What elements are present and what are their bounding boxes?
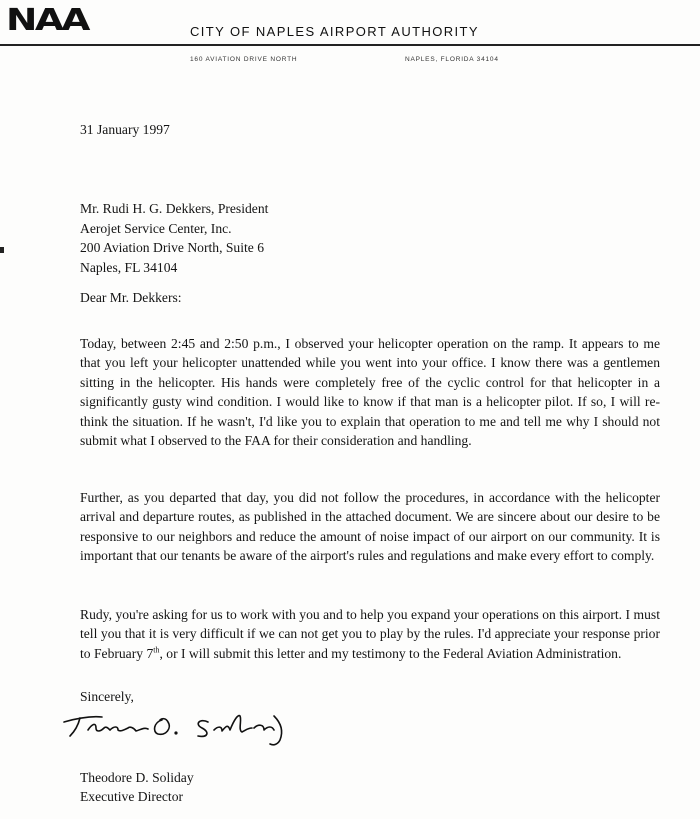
body-paragraph-2: Further, as you departed that day, you did not follow the procedures, in accordance with the helicopter arrival and departure routes, as published in the attached document. We are sincere about our desire to be responsive to our neighbors and reduce the amount of noise impact of our airport on our community. It is important that our tenants be aware of the airport's rules and regulations and make every effort to comply.	[80, 490, 660, 564]
handwritten-signature	[58, 700, 298, 750]
paragraph-3-text-a: Rudy, you're asking for us to work with you and to help you expand your operations on this airport. I must tell you that it is very difficult if we can not get you to play by the rules. I'd appreciate your response prior to February 7	[80, 607, 660, 661]
naa-logo: NAA	[6, 3, 88, 38]
letterhead-divider	[0, 44, 700, 46]
recipient-line-4: Naples, FL 34104	[80, 259, 178, 275]
letter-date: 31 January 1997	[80, 122, 170, 137]
body-paragraph-1: Today, between 2:45 and 2:50 p.m., I observed your helicopter operation on the ramp. It appears to me that you left your helicopter unattended while you went into your office. I know there was a gentlemen sitting in the helicopter. His hands were completely free of the cyclic control for that helicopter in a significantly gusty wind condition. I would like to know if that man is a helicopter pilot. If so, I will re-think the situation. If he wasn't, I'd like you to explain that operation to me and tell me why I should not submit what I observed to the FAA for their consideration and handling.	[80, 336, 660, 449]
inside-address	[80, 199, 268, 277]
signer-name: Theodore D. Soliday	[80, 770, 194, 785]
margin-mark	[0, 247, 4, 253]
closing: Sincerely,	[80, 689, 134, 704]
paragraph-3-text-b: , or I will submit this letter and my testimony to the Federal Aviation Administration.	[159, 645, 622, 661]
salutation: Dear Mr. Dekkers:	[80, 290, 182, 305]
signer-title: Executive Director	[80, 789, 184, 804]
recipient-line-2: Aerojet Service Center, Inc.	[80, 220, 232, 236]
letterhead-city: NAPLES, FLORIDA 34104	[405, 56, 499, 63]
recipient-line-3: 200 Aviation Drive North, Suite 6	[80, 240, 264, 255]
recipient-line-1: Mr. Rudi H. G. Dekkers, President	[80, 201, 269, 216]
letterhead-street: 160 AVIATION DRIVE NORTH	[190, 56, 298, 63]
organization-name: CITY OF NAPLES AIRPORT AUTHORITY	[190, 24, 479, 39]
ordinal-suffix: th	[153, 645, 160, 655]
body-paragraph-3	[80, 605, 660, 663]
